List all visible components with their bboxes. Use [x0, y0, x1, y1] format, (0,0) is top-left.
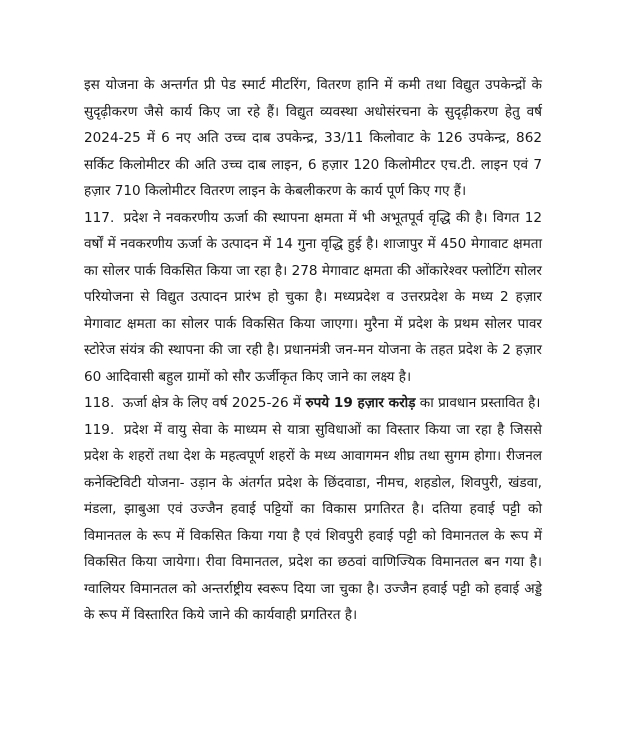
- budget-amount: रुपये 19 हज़ार करोड़: [305, 395, 416, 411]
- paragraph-text-end: का प्रावधान प्रस्तावित है।: [415, 395, 541, 411]
- paragraph-text: ऊर्जा क्षेत्र के लिए वर्ष 2025-26 में: [122, 395, 306, 411]
- paragraph-text: प्रदेश में वायु सेवा के माध्यम से यात्रा सुविधाओं का विस्तार किया जा रहा है जिससे प्रदेश के शहरों तथा देश के महत्वपूर्ण शहरों के मध्य आवागमन शीघ्र तथा सुगम होगा। रीजनल कनेक्टिविटी योजना- उड़ान के अंतर्गत प्रदेश के छिंदवाडा, नीमच, शहडोल, शिवपुरी, खंडवा, मंडला, झाबुआ एवं उज्जैन हवाई पट्टियों का विकास प्रगतिरत है। दतिया हवाई पट्टी को विमानतल के रूप में विकसित किया गया है एवं शिवपुरी हवाई पट्टी को विमानतल के रूप में विकसित किया जायेगा। रीवा विमानतल, प्रदेश का छठवां वाणिज्यिक विमानतल बन गया है। ग्वालियर विमानतल को अन्तर्राष्ट्रीय स्वरूप दिया जा चुका है। उज्जैन हवाई पट्टी को हवाई अड्डे के रूप में विस्तारित किये जाने की कार्यवाही प्रगतिरत है।: [84, 421, 542, 623]
- paragraph-text: प्रदेश ने नवकरणीय ऊर्जा की स्थापना क्षमता में भी अभूतपूर्व वृद्धि की है। विगत 12 वर्षों में नवकरणीय ऊर्जा के उत्पादन में 14 गुना वृद्धि हुई है। शाजापुर में 450 मेगावाट क्षमता का सोलर पार्क विकसित किया जा रहा है। 278 मेगावाट क्षमता की ओंकारेश्वर फ्लोटिंग सोलर परियोजना से विद्युत उत्पादन प्रारंभ हो चुका है। मध्यप्रदेश व उत्तरप्रदेश के मध्य 2 हज़ार मेगावाट क्षमता का सोलर पार्क विकसित किया जाएगा। मुरैना में प्रदेश के प्रथम सोलर पावर स्टोरेज संयंत्र की स्थापना की जा रही है। प्रधानमंत्री जन-मन योजना के तहत प्रदेश के 2 हज़ार 60 आदिवासी बहुल ग्रामों को सौर ऊर्जीकृत किए जाने का लक्ष्य है।: [84, 209, 542, 385]
- paragraph-119: [84, 417, 542, 629]
- paragraph-118: [84, 390, 542, 417]
- paragraph-text: इस योजना के अन्तर्गत प्री पेड स्मार्ट मीटरिंग, वितरण हानि में कमी तथा विद्युत उपकेन्द्रों के सुदृढ़ीकरण जैसे कार्य किए जा रहे हैं। विद्युत व्यवस्था अधोसंरचना के सुदृढ़ीकरण हेतु वर्ष 2024-25 में 6 नए अति उच्च दाब उपकेन्द्र, 33/11 किलोवाट के 126 उपकेन्द्र, 862 सर्किट किलोमीटर की अति उच्च दाब लाइन, 6 हज़ार 120 किलोमीटर एच.टी. लाइन एवं 7 हज़ार 710 किलोमीटर वितरण लाइन के केबलीकरण के कार्य पूर्ण किए गए हैं।: [84, 77, 542, 199]
- paragraph-number: 118.: [84, 395, 115, 411]
- paragraph-117: [84, 205, 542, 391]
- paragraph-number: 117.: [84, 209, 115, 226]
- paragraph-number: 119.: [84, 421, 115, 438]
- paragraph-intro: [84, 72, 542, 205]
